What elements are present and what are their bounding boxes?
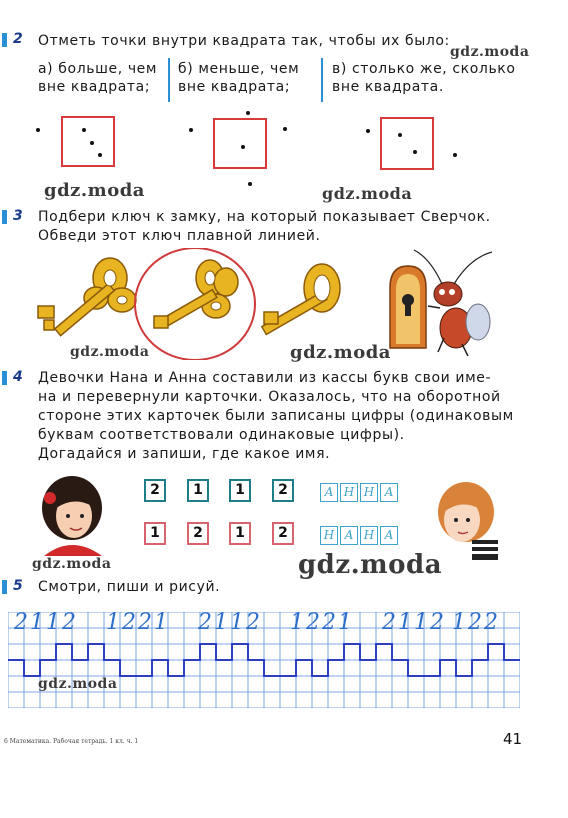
task-4-marker [2,371,7,385]
girl-illustration-right [428,474,500,560]
square-a [61,116,115,167]
letter-card: Н [320,526,338,545]
task-2b-line2: вне квадрата; [178,79,291,95]
letter-card: А [380,526,398,545]
girl-illustration-left [36,470,108,556]
dot [241,145,245,149]
column-divider-2 [321,58,323,102]
task-2b-line1: б) меньше, чем [178,61,300,77]
letter-card: Н [360,526,378,545]
watermark: gdz.moda [70,344,150,360]
letter-card: Н [340,483,358,502]
footer-note: 6 Математика. Рабочая тетрадь. 1 кл. ч. 1 [4,738,139,745]
dot [90,141,94,145]
watermark: gdz.moda [38,676,118,692]
task-3-line1: Подбери ключ к замку, на который показывает Сверчок. [38,209,491,225]
task-2-number: 2 [13,31,23,47]
task-2c-line1: в) столько же, сколько [332,61,516,77]
dot [366,129,370,133]
digit-card: 2 [272,522,294,545]
watermark: gdz.moda [298,550,443,580]
handwriting-sequence: 2112 [14,610,78,635]
lock [390,266,426,348]
task-2-text: Отметь точки внутри квадрата так, чтобы их было: [38,33,450,49]
column-divider-1 [168,58,170,102]
watermark: gdz.moda [290,342,391,363]
page-number: 41 [503,730,523,748]
watermark: gdz.moda [32,556,112,572]
dot [283,127,287,131]
handwriting-sequence: 2112 [382,610,446,635]
digit-card: 1 [229,479,251,502]
square-b [213,118,267,169]
task-2a-line2: вне квадрата; [38,79,151,95]
handwriting-sequence: 2112 [198,610,262,635]
watermark: gdz.moda [450,44,530,60]
dot [189,128,193,132]
digit-card: 1 [187,479,209,502]
handwriting-sequence: 1221 [290,610,354,635]
task-3-marker [2,210,7,224]
task-2a-line1: а) больше, чем [38,61,158,77]
digit-card: 1 [229,522,251,545]
square-c [380,117,434,170]
task-4-line4: буквам соответствовали одинаковые цифры). [38,427,405,443]
task-3-number: 3 [13,208,23,224]
dot [453,153,457,157]
letter-card: Н [360,483,378,502]
key-3 [262,264,340,334]
digit-card: 2 [144,479,166,502]
task-4-line3: стороне этих карточек были записаны цифры (одинаковым [38,408,514,424]
task-3-line2: Обведи этот ключ плавной линией. [38,228,321,244]
task-4-line2: на и перевернули карточки. Оказалось, что на оборотной [38,389,501,405]
digit-card: 1 [144,522,166,545]
letter-card: А [320,483,338,502]
handwriting-sequence: 122 [452,610,500,635]
digit-card: 2 [187,522,209,545]
letter-card: А [340,526,358,545]
dot [413,150,417,154]
dot [98,153,102,157]
digit-card: 2 [272,479,294,502]
handwriting-sequence: 1221 [106,610,170,635]
dot [246,111,250,115]
task-2c-line2: вне квадрата. [332,79,444,95]
task-4-number: 4 [13,369,23,385]
task-5-text: Смотри, пиши и рисуй. [38,579,221,595]
key-2 [154,260,238,328]
dot [82,128,86,132]
dot [248,182,252,186]
task-4-line5: Догадайся и запиши, где какое имя. [38,446,331,462]
dot [36,128,40,132]
letter-card: А [380,483,398,502]
task-5-marker [2,580,7,594]
task-4-line1: Девочки Нана и Анна составили из кассы букв свои име- [38,370,492,386]
watermark: gdz.moda [322,184,413,203]
watermark: gdz.moda [44,180,145,201]
task-5-number: 5 [13,578,23,594]
dot [398,133,402,137]
task-2-marker [2,33,7,47]
